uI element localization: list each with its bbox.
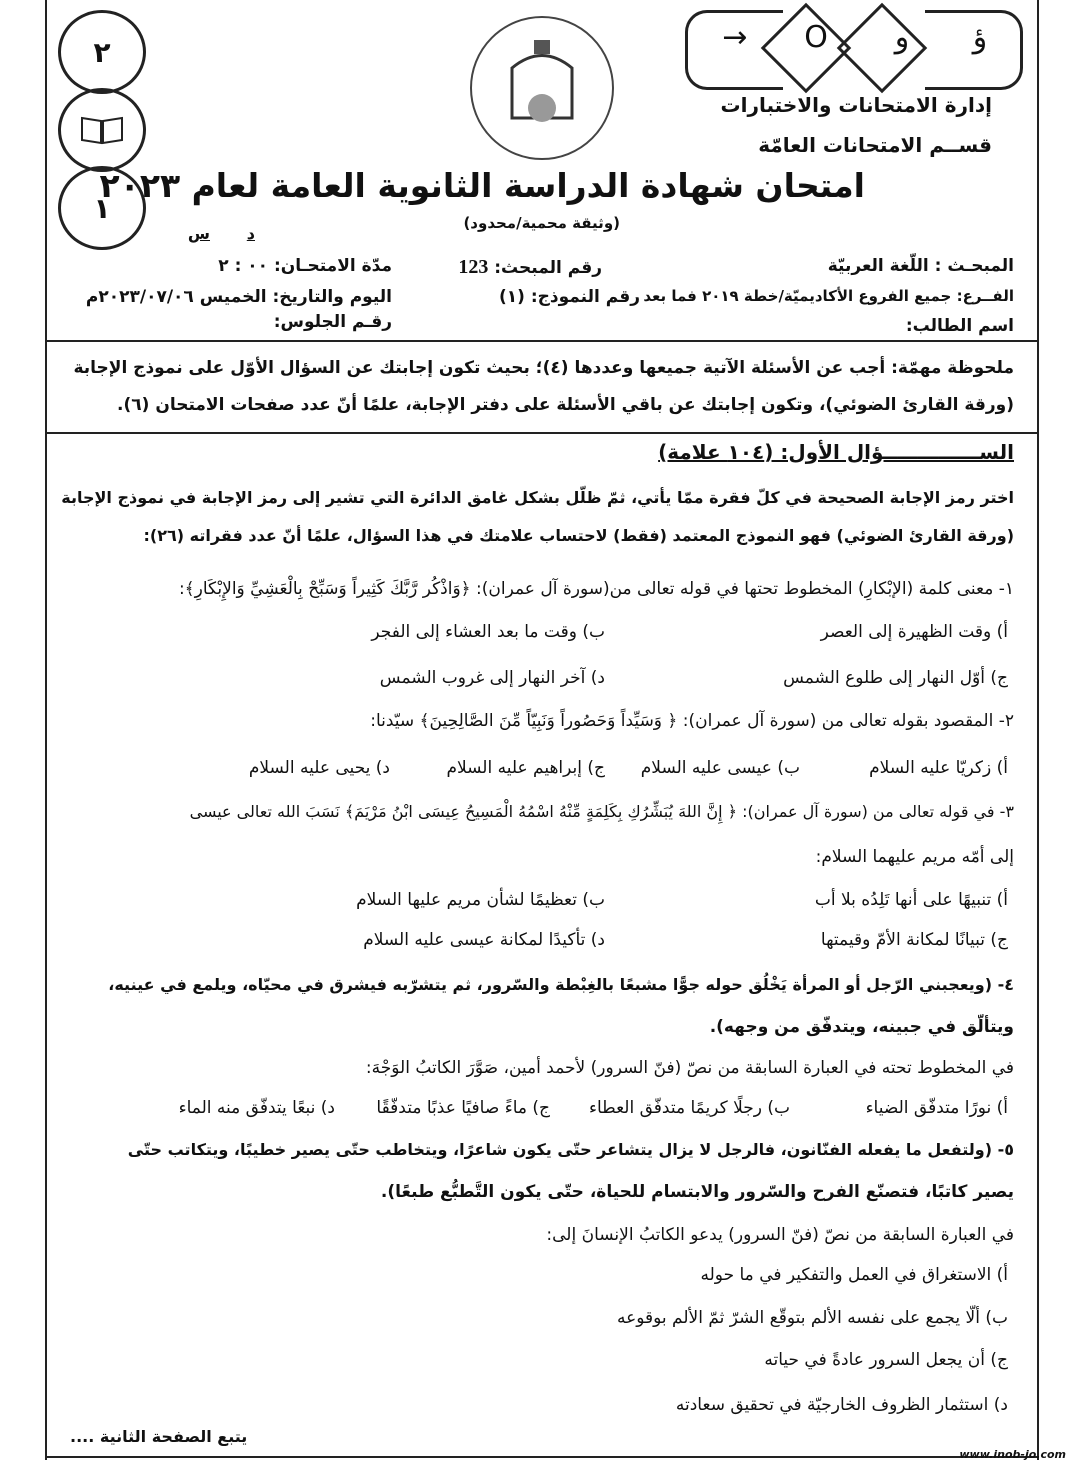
exam-title: امتحان شهادة الدراسة الثانوية العامة لعام ٢٠٢٣ [99, 166, 865, 205]
item-2-stem: ٢- المقصود بقوله تعالى من (سورة آل عمران): ﴿ وَسَيِّداً وَحَصُوراً وَنَبِيّاً مِّنَ الصَّالِحِينَ﴾ سيّدنا: [370, 711, 1014, 731]
code-letter-b: و [894, 20, 910, 55]
q1-instruction-1: اختر رمز الإجابة الصحيحة في كلّ فقرة ممّا يأتي، ثمّ ظلّل بشكل غامق الدائرة التي تشير إلى رمز الإجابة في نموذج الإجابة [61, 488, 1014, 507]
item-3-stem-2: إلى أمّه مريم عليهما السلام: [815, 847, 1014, 867]
model-number-field: رقم النموذج: (١) [498, 287, 640, 307]
time-unit-s: س [187, 224, 210, 243]
divider [45, 340, 1037, 342]
code-letter-a: ؤ [972, 20, 988, 55]
item-1-option-c: ج) أوّل النهار إلى طلوع الشمس [783, 668, 1008, 688]
item-1-option-b: ب) وقت ما بعد العشاء إلى الفجر [371, 622, 605, 642]
subject-field: المبحـث : اللّغة العربيّة [827, 256, 1014, 276]
item-5-option-d: د) استثمار الظروف الخارجيّة في تحقيق سعادته [675, 1395, 1008, 1415]
item-2-option-d: د) يحيى عليه السلام [248, 758, 390, 778]
item-4-stem-2: ويتألّق في جبينه، ويتدفّق من وجهه). [709, 1017, 1014, 1037]
book-icon [79, 114, 125, 146]
document-classification: (وثيقة محمية/محدود) [463, 214, 620, 232]
seat-number-label: رقـم الجلوس: [273, 312, 392, 332]
code-letter-c: O [804, 20, 828, 55]
site-watermark: www.inob-jo.com [959, 1448, 1066, 1461]
item-2-option-b: ب) عيسى عليه السلام [640, 758, 800, 778]
page-circle-1: ١ [58, 166, 146, 250]
item-5-option-c: ج) أن يجعل السرور عادةً في حياته [764, 1350, 1008, 1370]
item-5-option-b: ب) ألّا يجمع على نفسه الألم بتوقّع الشرّ ثمّ الألم بوقوعه [616, 1308, 1008, 1328]
item-3-option-a: أ) تنبيهًا على أنها تَلِدُه بلا أب [814, 890, 1008, 910]
crown-emblem-icon [502, 38, 582, 138]
time-unit-d: د [246, 224, 255, 243]
question-1-heading: الســــــــــــــؤال الأول: (١٠٤ علامة) [658, 440, 1014, 464]
continue-note: يتبع الصفحة الثانية .... [70, 1427, 248, 1446]
q1-instruction-2: (ورقة القارئ الضوئي) فهو النموذج المعتمد (فقط) لاحتساب علامتك في هذا السؤال، علمًا أنّ عدد فقراته (٢٦): [143, 526, 1014, 545]
item-5-stem-2: يصير كاتبًا، فتصنّع الفرح والسّرور والابتسام للحياة، حتّى يكون التَّطبُّع طبعًا). [380, 1182, 1014, 1202]
item-4-option-c: ج) ماءً صافيًا عذبًا متدفّقًا [376, 1098, 550, 1118]
item-2-option-a: أ) زكريّا عليه السلام [869, 758, 1008, 778]
item-1-option-a: أ) وقت الظهيرة إلى العصر [820, 622, 1008, 642]
item-4-stem-3: في المخطوط تحته في العبارة السابقة من نصّ (فنّ السرور) لأحمد أمين، صَوَّرَ الكاتبُ الوَجْهَ: [365, 1058, 1014, 1078]
note-line-1: ملحوظة مهمّة: أجب عن الأسئلة الآتية جميعها وعددها (٤)؛ بحيث تكون إجابتك عن السؤال الأوّل على نموذج الإجابة [73, 358, 1014, 378]
item-5-stem-1: ٥- (ولتفعل ما يفعله الفنّانون، فالرجل لا يزال يتشاعر حتّى يكون شاعرًا، ويتخاطب حتّى يصير خطيبًا، ويتكاتب حتّى [127, 1140, 1014, 1159]
bottom-line [45, 1456, 1037, 1458]
duration-field: مدّة الامتحـان: ٠٠ : ٢ [218, 256, 392, 276]
item-4-option-a: أ) نورًا متدفّق الضياء [865, 1098, 1008, 1118]
section-name: قســم الامتحانات العامّة [758, 133, 992, 157]
item-4-option-b: ب) رجلًا كريمًا متدفّق العطاء [588, 1098, 790, 1118]
branch-field: الفــرع: جميع الفروع الأكاديميّة/خطة ٢٠١٩ فما بعد [643, 287, 1014, 305]
arrow-icon: → [722, 20, 748, 55]
item-2-option-c: ج) إبراهيم عليه السلام [446, 758, 605, 778]
note-line-2: (ورقة القارئ الضوئي)، وتكون إجابتك عن باقي الأسئلة على دفتر الإجابة، علمًا أنّ عدد صفحات الامتحان (٦). [117, 395, 1014, 415]
item-3-option-d: د) تأكيدًا لمكانة عيسى عليه السلام [363, 930, 605, 950]
subject-number-field: رقم المبحث: 123 [458, 256, 602, 278]
divider [45, 432, 1037, 434]
item-5-stem-3: في العبارة السابقة من نصّ (فنّ السرور) يدعو الكاتبُ الإنسانَ إلى: [546, 1225, 1014, 1245]
book-circle [58, 88, 146, 172]
ministry-seal [470, 16, 614, 160]
dept-name: إدارة الامتحانات والاختبارات [720, 93, 992, 117]
item-5-option-a: أ) الاستغراق في العمل والتفكير في ما حوله [700, 1265, 1008, 1285]
item-3-option-b: ب) تعظيمًا لشأن مريم عليها السلام [356, 890, 605, 910]
student-name-label: اسم الطالب: [905, 316, 1014, 336]
item-1-stem: ١- معنى كلمة (الإبْكارِ) المخطوط تحتها في قوله تعالى من(سورة آل عمران): ﴿وَاذْكُر رَّبَّكَ كَثِيراً وَسَبِّحْ بِالْعَشِيِّ وَالإِبْكَارِ﴾: [178, 579, 1014, 599]
page-circle-2: ٢ [58, 10, 146, 94]
item-3-option-c: ج) تبيانًا لمكانة الأمّ وقيمتها [820, 930, 1008, 950]
item-3-stem-1: ٣- في قوله تعالى من (سورة آل عمران): ﴿ إِنَّ اللهَ يُبَشِّرُكِ بِكَلِمَةٍ مِّنْهُ اسْمُهُ الْمَسِيحُ عِيسَى ابْنُ مَرْيَمَ﴾ نَسَبَ الله تعالى عيسى [189, 802, 1014, 821]
item-4-stem-1: ٤- (ويعجبني الرّجل أو المرأة يَخْلُق حوله جوًّا مشبعًا بالغِبْطة والسّرور، ثم يتشرّبه فيشرق في محيّاه، ويلمع في عينيه، [108, 975, 1014, 994]
item-1-option-d: د) آخر النهار إلى غروب الشمس [379, 668, 605, 688]
item-4-option-d: د) نبعًا يتدفّق منه الماء [178, 1098, 335, 1118]
date-field: اليوم والتاريخ: الخميس ٢٠٢٣/٠٧/٠٦م [85, 287, 392, 307]
